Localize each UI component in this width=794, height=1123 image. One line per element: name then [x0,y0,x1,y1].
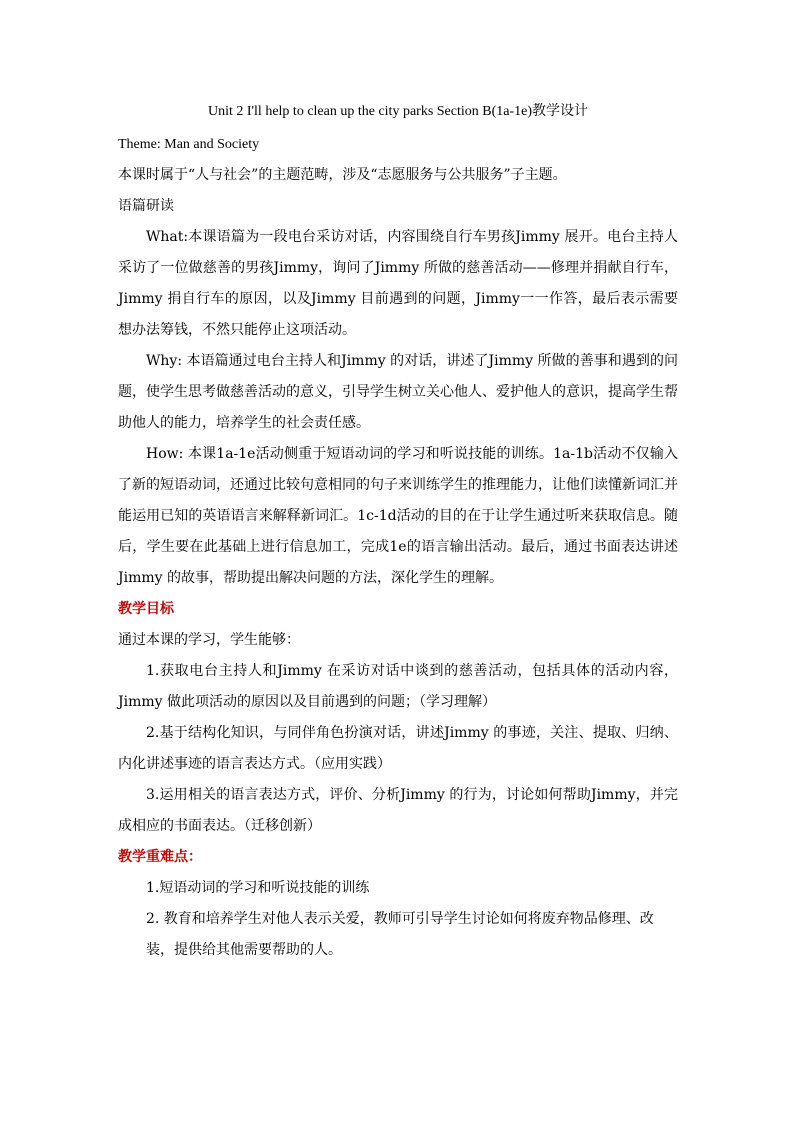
document-page [118,98,678,966]
objectives-heading: 教学目标 [118,601,174,617]
theme-line: Theme: Man and Society [118,137,260,152]
key-point-item-1: 1.短语动词的学习和听说技能的训练 [146,880,370,896]
how-paragraph: How: 本课1a-1e活动侧重于短语动词的学习和听说技能的训练。1a-1b活动不仅输入了新的短语动词，还通过比较句意相同的句子来训练学生的推理能力，让他们读懂新词汇并能运用已知的英语语言来解释新词汇。1c-1d活动的目的在于让学生通过听来获取信息。随后，学生要在此基础上进行信息加工，完成1e的语言输出活动。最后，通过书面表达讲述Jimmy 的故事，帮助提出解决问题的方法，深化学生的理解。 [118,446,678,586]
objective-item-1: 1.获取电台主持人和Jimmy 在采访对话中谈到的慈善活动，包括具体的活动内容，Jimmy 做此项活动的原因以及目前遇到的问题；（学习理解） [118,663,678,710]
key-points-heading: 教学重难点： [118,849,202,865]
objective-item-3: 3.运用相关的语言表达方式，评价、分析Jimmy 的行为，讨论如何帮助Jimmy，并完成相应的书面表达。（迁移创新） [118,787,678,834]
intro-line: 本课时属于“人与社会”的主题范畴，涉及“志愿服务与公共服务”子主题。 [118,167,567,183]
why-paragraph: Why: 本语篇通过电台主持人和Jimmy 的对话，讲述了Jimmy 所做的善事和遇到的问题，使学生思考做慈善活动的意义，引导学生树立关心他人、爱护他人的意识，提高学生帮助他人的能力，培养学生的社会责任感。 [118,353,678,431]
objective-item-2: 2.基于结构化知识，与同伴角色扮演对话，讲述Jimmy 的事迹，关注、提取、归纳、内化讲述事迹的语言表达方式。（应用实践） [118,725,678,772]
what-paragraph: What:本课语篇为一段电台采访对话，内容围绕自行车男孩Jimmy 展开。电台主持人采访了一位做慈善的男孩Jimmy，询问了Jimmy 所做的慈善活动——修理并捐献自行车，Jimmy 捐自行车的原因，以及Jimmy 目前遇到的问题，Jimmy一一作答，最后表示需要想办法筹钱，不然只能停止这项活动。 [118,229,678,338]
key-point-item-2: 2. 教育和培养学生对他人表示关爱，教师可引导学生讨论如何将废弃物品修理、改装，提供给其他需要帮助的人。 [146,911,654,958]
document-title: Unit 2 I'll help to clean up the city parks Section B(1a-1e)教学设计 [207,104,589,119]
section-heading-text-study: 语篇研读 [118,198,174,214]
objectives-intro: 通过本课的学习，学生能够： [118,632,300,648]
